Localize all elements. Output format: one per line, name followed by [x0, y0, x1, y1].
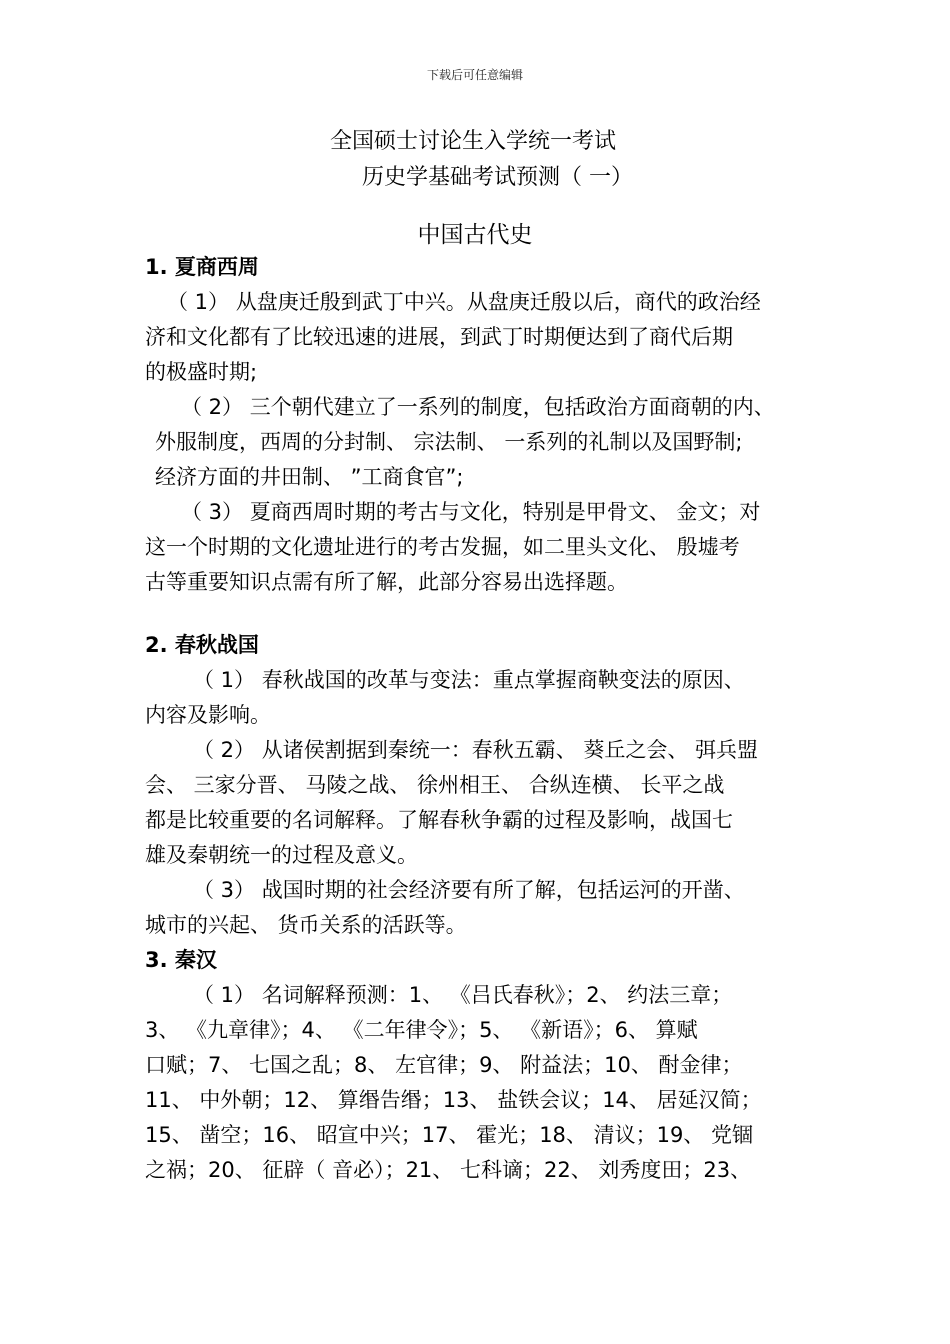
header-note: 下载后可任意编辑 — [426, 68, 523, 82]
paragraph-line: 会、 三家分晋、 马陵之战、 徐州相王、 合纵连横、 长平之战 — [145, 773, 725, 797]
paragraph-line: （ 3） 战国时期的社会经济要有所了解，包括运河的开凿、 — [193, 878, 745, 902]
section-heading: 2. 春秋战国 — [145, 633, 259, 657]
paragraph-line: 雄及秦朝统一的过程及意义。 — [145, 843, 418, 867]
paragraph-line: 古等重要知识点需有所了解，此部分容易出选择题。 — [145, 570, 628, 594]
paragraph-line: 15、 凿空；16、 昭宣中兴；17、 霍光；18、 清议；19、 党锢 — [145, 1123, 753, 1147]
paragraph-line: （ 2） 从诸侯割据到秦统一：春秋五霸、 葵丘之会、 弭兵盟 — [193, 738, 759, 762]
paragraph-line: 的极盛时期; — [145, 360, 258, 384]
paragraph-line: 外服制度，西周的分封制、 宗法制、 一系列的礼制以及国野制; — [155, 430, 743, 454]
section-heading: 1. 夏商西周 — [145, 255, 259, 279]
paragraph-line: 口赋；7、 七国之乱；8、 左官律；9、 附益法；10、 酎金律； — [145, 1053, 743, 1077]
paragraph-line: （ 1） 名词解释预测：1、 《吕氏春秋》；2、 约法三章； — [193, 983, 733, 1007]
paragraph-line: 之祸；20、 征辟（ 音必）；21、 七科谪；22、 刘秀度田；23、 — [145, 1158, 752, 1182]
section-heading: 3. 秦汉 — [145, 948, 217, 972]
paragraph-line: 济和文化都有了比较迅速的进展，到武丁时期便达到了商代后期 — [145, 325, 733, 349]
title-line-2: 历史学基础考试预测（ 一） — [362, 165, 633, 190]
paragraph-line: （ 2） 三个朝代建立了一系列的制度，包括政治方面商朝的内、 — [181, 395, 775, 419]
paragraph-line: （ 1） 春秋战国的改革与变法：重点掌握商鞅变法的原因、 — [193, 668, 745, 692]
paragraph-line: （ 3） 夏商西周时期的考古与文化，特别是甲骨文、 金文；对 — [181, 500, 761, 524]
paragraph-line: （ 1） 从盘庚迁殷到武丁中兴。从盘庚迁殷以后，商代的政治经 — [167, 290, 761, 314]
section-spacer — [145, 600, 815, 628]
title-line-1: 全国硕士讨论生入学统一考试 — [330, 129, 617, 154]
paragraph-line: 3、 《九章律》；4、 《二年律令》；5、 《新语》；6、 算赋 — [145, 1018, 698, 1042]
section-title: 中国古代史 — [417, 222, 533, 248]
paragraph-line: 城市的兴起、 货币关系的活跃等。 — [145, 913, 467, 937]
paragraph-line: 这一个时期的文化遗址进行的考古发掘，如二里头文化、 殷墟考 — [145, 535, 740, 559]
document-body — [145, 250, 815, 1188]
paragraph-line: 内容及影响。 — [145, 703, 271, 727]
paragraph-line: 11、 中外朝；12、 算缗告缗；13、 盐铁会议；14、 居延汉简； — [145, 1088, 762, 1112]
paragraph-line: 都是比较重要的名词解释。了解春秋争霸的过程及影响，战国七 — [145, 808, 733, 832]
paragraph-line: 经济方面的井田制、 ”工商食官”; — [155, 465, 464, 489]
